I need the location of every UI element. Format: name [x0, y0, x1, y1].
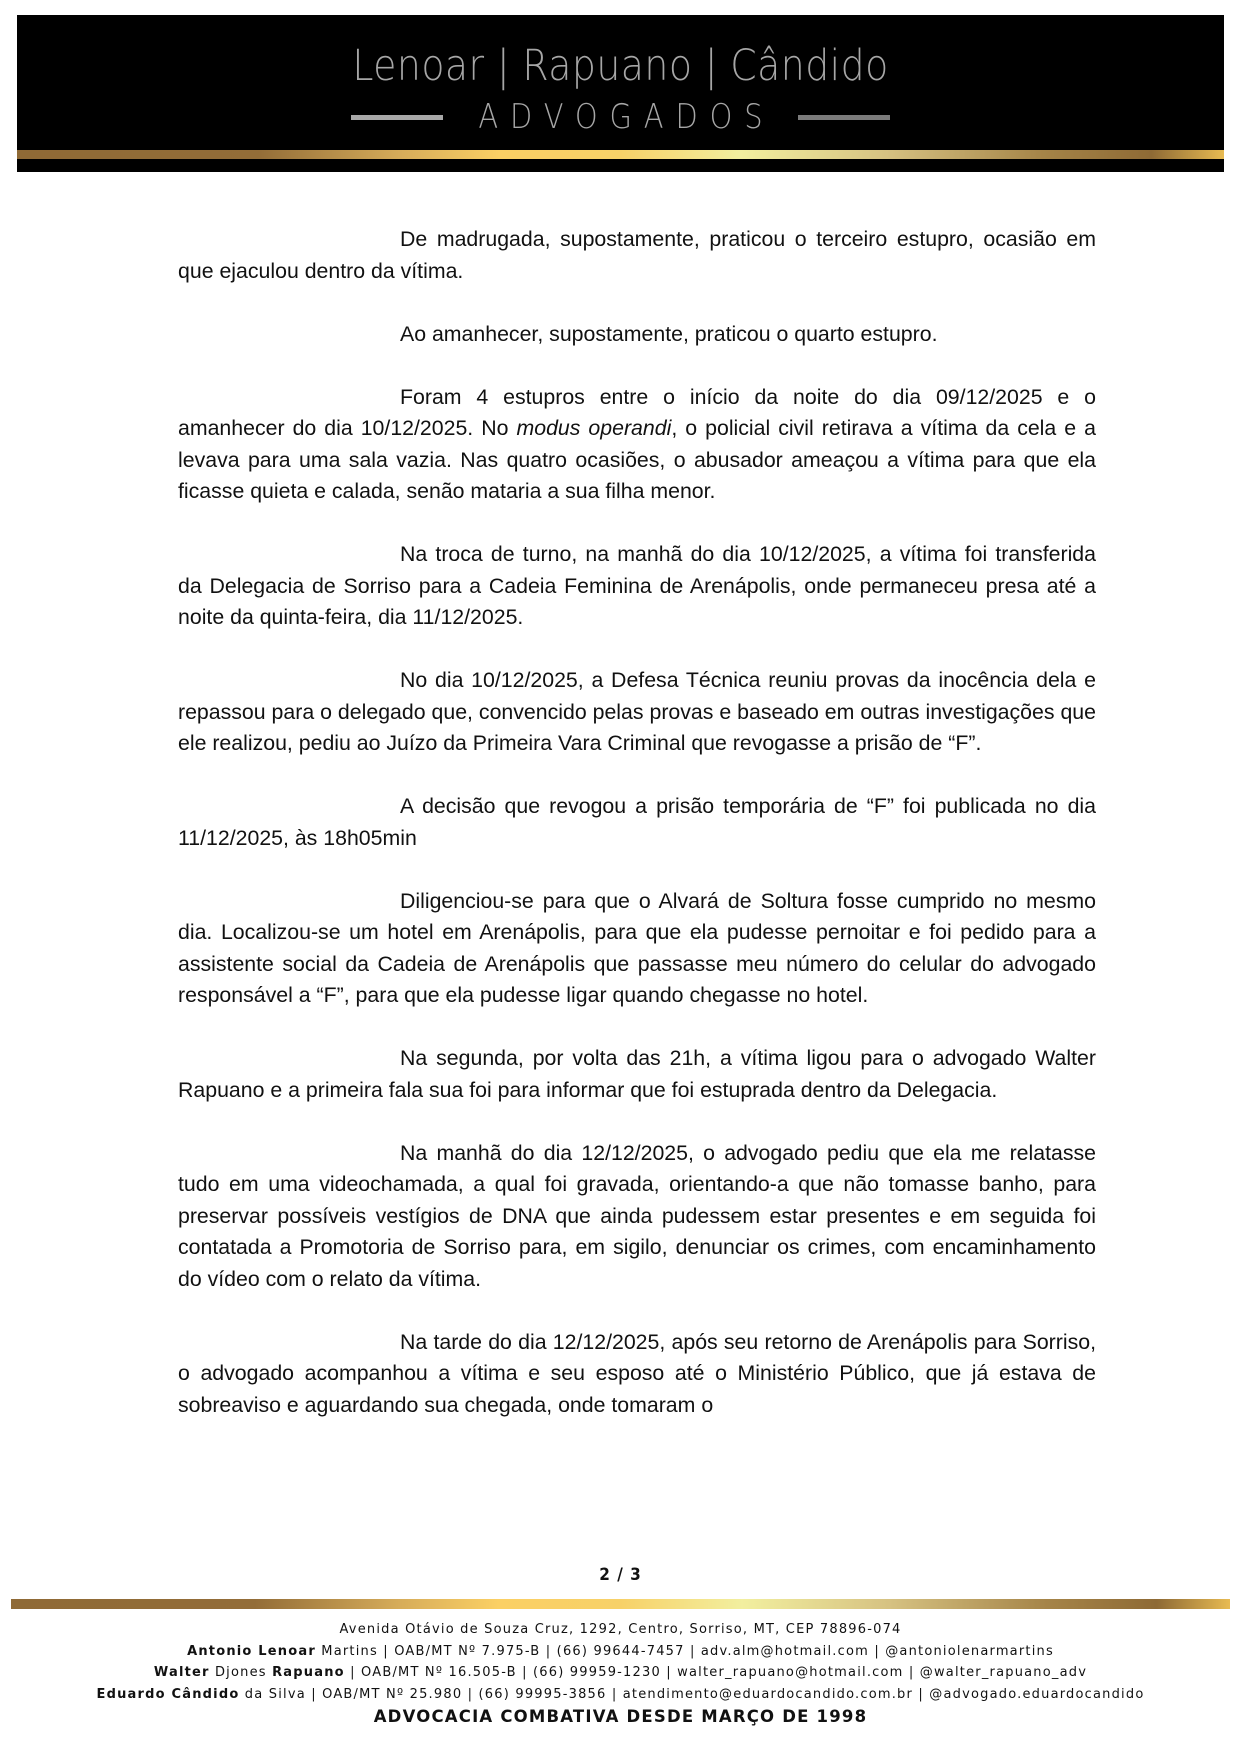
paragraph-text: , o policial civil retirava a vítima da cela e a levava para uma sala vazia. Nas quatro ocasiões, o abusador ameaçou a vítima para que ela ficasse quieta e calada, senão mataria a sua filha menor.	[178, 416, 1096, 503]
paragraph-text: Foram 4 estupros entre o início da noite do dia 09/12/2025 e o amanhecer do dia 10/12/2025. No	[178, 384, 1096, 440]
paragraph: Na manhã do dia 12/12/2025, o advogado pediu que ela me relatasse tudo em uma videochamada, a qual foi gravada, orientando-a que não tomasse banho, para preservar possíveis vestígios de DNA que ainda pudessem estar presentes e em seguida foi contatada a Promotoria de Sorriso para, em sigilo, denunciar os crimes, com encaminhamento do vídeo com o relato da vítima.	[178, 1140, 1096, 1291]
paragraph: Ao amanhecer, supostamente, praticou o quarto estupro.	[400, 321, 938, 346]
firm-name-separator: |	[496, 41, 511, 91]
lawyer-details: | OAB/MT Nº 16.505-B | (66) 99959-1230 | walter_rapuano@hotmail.com | @walter_rapuano_adv	[344, 1665, 1088, 1680]
lawyer-details: | OAB/MT Nº 7.975-B | (66) 99644-7457 | adv.alm@hotmail.com | @antoniolenarmartins	[377, 1643, 1054, 1659]
paragraph: A decisão que revogou a prisão temporária de “F” foi publicada no dia 11/12/2025, às 18h05min	[178, 794, 1096, 850]
paragraph: No dia 10/12/2025, a Defesa Técnica reuniu provas da inocência dela e repassou para o delegado que, convencido pelas provas e baseado em outras investigações que ele realizou, pediu ao Juízo da Primeira Vara Criminal que revogasse a prisão de “F”.	[178, 668, 1096, 755]
footer-lawyer-line	[0, 1662, 1241, 1684]
paragraph: Na troca de turno, na manhã do dia 10/12/2025, a vítima foi transferida da Delegacia de Sorriso para a Cadeia Feminina de Arenápolis, onde permaneceu presa até a noite da quinta-feira, dia 11/12/2025.	[178, 542, 1096, 629]
lawyer-name-bold: Rapuano	[272, 1665, 345, 1680]
page-total: 3	[630, 1565, 642, 1585]
letterhead-banner	[17, 15, 1224, 172]
page-number	[0, 1565, 1241, 1585]
firm-name-part-1: Lenoar	[352, 41, 485, 91]
header-gold-divider	[17, 150, 1224, 159]
paragraph: Na tarde do dia 12/12/2025, após seu retorno de Arenápolis para Sorriso, o advogado acompanhou a vítima e seu esposo até o Ministério Público, que já estava de sobreaviso e aguardando sua chegada, onde tomaram o	[178, 1329, 1096, 1417]
firm-name-separator: |	[704, 41, 718, 91]
paragraph: Na segunda, por volta das 21h, a vítima ligou para o advogado Walter Rapuano e a primeira fala sua foi para informar que foi estuprada dentro da Delegacia.	[178, 1046, 1096, 1102]
lawyer-name-regular: Martins	[315, 1643, 378, 1659]
letterhead-footer	[0, 1619, 1241, 1728]
lawyer-name-bold: Antonio Lenoar	[187, 1643, 316, 1659]
firm-name-part-3: Cândido	[730, 41, 889, 91]
page-separator: /	[617, 1565, 624, 1585]
subtitle-rule-right	[798, 115, 890, 120]
lawyer-name-regular: Djones	[209, 1665, 273, 1680]
firm-subtitle-row	[17, 97, 1224, 137]
italic-term: modus operandi	[516, 416, 672, 440]
firm-name-part-2: Rapuano	[522, 41, 693, 91]
footer-address: Avenida Otávio de Souza Cruz, 1292, Centro, Sorriso, MT, CEP 78896-074	[339, 1622, 902, 1637]
lawyer-details: | OAB/MT Nº 25.980 | (66) 99995-3856 | atendimento@eduardocandido.com.br | @advogado.eduardocandido	[305, 1686, 1145, 1702]
firm-subtitle: ADVOGADOS	[478, 97, 775, 137]
paragraph	[178, 382, 1096, 508]
firm-name	[89, 41, 1151, 91]
document-body	[178, 224, 1096, 1453]
footer-gold-divider	[11, 1599, 1230, 1609]
lawyer-name-bold: Eduardo Cândido	[96, 1686, 240, 1702]
paragraph: De madrugada, supostamente, praticou o terceiro estupro, ocasião em que ejaculou dentro da vítima.	[178, 227, 1096, 283]
page-current: 2	[599, 1565, 611, 1585]
lawyer-name-bold: Walter	[153, 1665, 210, 1680]
paragraph: Diligenciou-se para que o Alvará de Soltura fosse cumprido no mesmo dia. Localizou-se um hotel em Arenápolis, para que ela pudesse pernoitar e foi pedido para a assistente social da Cadeia de Arenápolis que passasse meu número do celular do advogado responsável a “F”, para que ela pudesse ligar quando chegasse no hotel.	[178, 888, 1096, 1007]
footer-lawyer-line	[0, 1641, 1241, 1663]
lawyer-name-regular: da Silva	[239, 1686, 306, 1702]
footer-lawyer-line	[0, 1684, 1241, 1706]
firm-motto: ADVOCACIA COMBATIVA DESDE MARÇO DE 1998	[373, 1707, 868, 1726]
subtitle-rule-left	[351, 115, 443, 120]
